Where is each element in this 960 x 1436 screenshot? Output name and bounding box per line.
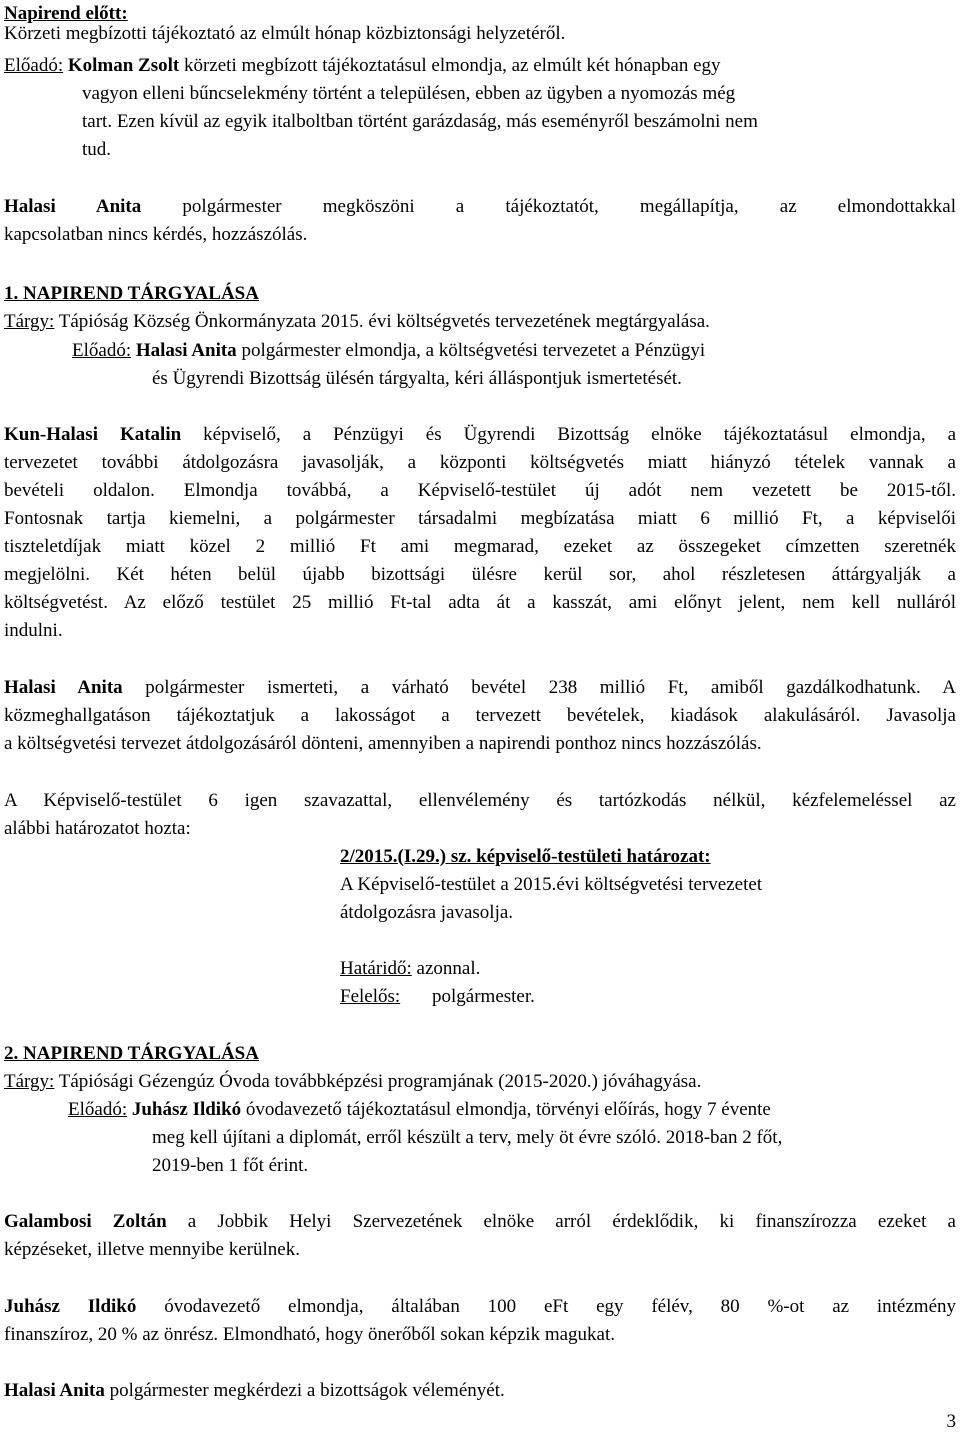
- agenda-1-heading: 1. NAPIREND TÁRGYALÁSA: [4, 283, 259, 304]
- paragraph-line: kapcsolatban nincs kérdés, hozzászólás.: [4, 224, 308, 245]
- vote-line: A Képviselő-testület 6 igen szavazattal, ellenvélemény és tartózkodás nélkül, kézfelemeléssel az: [4, 790, 956, 811]
- speaker-name: Halasi Anita: [4, 677, 123, 698]
- speaker-name: Kun-Halasi Katalin: [4, 424, 182, 445]
- paragraph-line: költségvetést. Az előző testület 25 millió Ft-tal adta át a kasszát, ami előnyt jelent, nem kell nulláról: [4, 592, 956, 613]
- responsible-value: polgármester.: [432, 986, 535, 1007]
- agenda-1-subject: [4, 308, 710, 336]
- subject-text: Tápiósági Gézengúz Óvoda továbbképzési programjának (2015-2020.) jóváhagyása.: [54, 1071, 702, 1092]
- paragraph-text: polgármester elmondja, a költségvetési tervezetet a Pénzügyi: [236, 340, 706, 361]
- presenter-label: Előadó:: [72, 340, 132, 361]
- page-number: 3: [946, 1411, 956, 1432]
- paragraph-line: [4, 674, 956, 702]
- paragraph-line: tiszteletdíjak miatt közel 2 millió Ft ami megmarad, ezeket az összegeket címzetten szeretnék: [4, 536, 956, 557]
- speaker-name: Galambosi Zoltán: [4, 1211, 167, 1232]
- subject-text: Tápióság Község Önkormányzata 2015. évi költségvetés tervezetének megtárgyalása.: [54, 311, 710, 332]
- subject-label: Tárgy:: [4, 1071, 55, 1092]
- speaker-name: Kolman Zsolt: [67, 55, 180, 76]
- pre-agenda-subject: Körzeti megbízotti tájékoztató az elmúlt hónap közbiztonsági helyzetéről.: [4, 23, 566, 44]
- responsible-line: [340, 983, 400, 1011]
- resolution-text: A Képviselő-testület a 2015.évi költségvetési tervezetet: [340, 874, 763, 895]
- agenda-2-presenter-line: [68, 1096, 771, 1124]
- deadline-line: [340, 955, 480, 983]
- paragraph-text: körzeti megbízott tájékoztatásul elmondja, az elmúlt két hónapban egy: [179, 55, 721, 76]
- speaker-name: Juhász Ildikó: [131, 1099, 242, 1120]
- presenter-label: Előadó:: [4, 55, 64, 76]
- paragraph-text: óvodavezető elmondja, általában 100 eFt egy félév, 80 %-ot az intézmény: [136, 1296, 957, 1317]
- paragraph-line: [4, 421, 956, 449]
- resolution-title: 2/2015.(I.29.) sz. képviselő-testületi határozat:: [340, 846, 711, 867]
- paragraph-line: [4, 1377, 505, 1405]
- speaker-name: Halasi Anita: [4, 1380, 105, 1401]
- responsible-label: Felelős:: [340, 986, 401, 1007]
- resolution-text: átdolgozásra javasolja.: [340, 902, 514, 923]
- paragraph-line: tart. Ezen kívül az egyik italboltban történt garázdaság, más eseményről beszámolni nem: [82, 111, 758, 132]
- paragraph-line: finanszíroz, 20 % az önrész. Elmondható, hogy önerőből sokan képzik magukat.: [4, 1324, 615, 1345]
- vote-line: alábbi határozatot hozta:: [4, 818, 191, 839]
- paragraph-line: [4, 1208, 956, 1236]
- paragraph-line: tervezetet további átdolgozásra javasolják, a központi költségvetés miatt hiányzó tételek vannak a: [4, 452, 956, 473]
- speaker-name: Juhász Ildikó: [4, 1296, 137, 1317]
- paragraph-line: [4, 193, 956, 221]
- paragraph-text: polgármester megköszöni a tájékoztatót, megállapítja, az elmondottakkal: [141, 196, 956, 217]
- subject-label: Tárgy:: [4, 311, 55, 332]
- presenter-label: Előadó:: [68, 1099, 128, 1120]
- deadline-value: azonnal.: [411, 958, 481, 979]
- paragraph-text: a Jobbik Helyi Szervezetének elnöke arról érdeklődik, ki finanszírozza ezeket a: [166, 1211, 956, 1232]
- paragraph-text: képviselő, a Pénzügyi és Ügyrendi Bizottság elnöke tájékoztatásul elmondja, a: [181, 424, 957, 445]
- paragraph-line: meg kell újítani a diplomát, erről készült a terv, mely öt évre szóló. 2018-ban 2 főt,: [152, 1127, 783, 1148]
- paragraph-line: 2019-ben 1 főt érint.: [152, 1155, 309, 1176]
- paragraph-line: megjelölni. Két héten belül újabb bizottsági ülésre kerül sor, ahol részletesen áttárgyalják a: [4, 564, 956, 585]
- section-heading-pre-agenda: Napirend előtt:: [4, 3, 128, 24]
- agenda-2-subject: [4, 1068, 701, 1096]
- agenda-1-presenter-line: [72, 337, 705, 365]
- speaker-name: Halasi Anita: [135, 340, 237, 361]
- speaker-name: Halasi Anita: [4, 196, 142, 217]
- paragraph-line: indulni.: [4, 620, 63, 641]
- paragraph-line: a költségvetési tervezet átdolgozásáról dönteni, amennyiben a napirendi ponthoz nincs hozzászólás.: [4, 733, 762, 754]
- paragraph-text: polgármester megkérdezi a bizottságok véleményét.: [104, 1380, 505, 1401]
- paragraph-line: közmeghallgatáson tájékoztatjuk a lakosságot a tervezett bevételek, kiadások alakulásáról. Javasolja: [4, 705, 956, 726]
- paragraph-line: vagyon elleni bűncselekmény történt a településen, ebben az ügyben a nyomozás még: [82, 83, 736, 104]
- paragraph-line: és Ügyrendi Bizottság ülésén tárgyalta, kéri álláspontjuk ismertetését.: [152, 368, 682, 389]
- deadline-label: Határidő:: [340, 958, 412, 979]
- paragraph-text: óvodavezető tájékoztatásul elmondja, törvényi előírás, hogy 7 évente: [241, 1099, 771, 1120]
- paragraph-line: bevételi oldalon. Elmondja továbbá, a Képviselő-testület új adót nem vezetett be 2015-től.: [4, 480, 956, 501]
- paragraph-line: [4, 1293, 956, 1321]
- paragraph-line: képzéseket, illetve mennyibe kerülnek.: [4, 1239, 300, 1260]
- paragraph-text: polgármester ismerteti, a várható bevétel 238 millió Ft, amiből gazdálkodhatunk. A: [122, 677, 956, 698]
- pre-agenda-presenter-line: [4, 52, 721, 80]
- agenda-2-heading: 2. NAPIREND TÁRGYALÁSA: [4, 1043, 259, 1064]
- paragraph-line: tud.: [82, 139, 112, 160]
- paragraph-line: Fontosnak tartja kiemelni, a polgármester társadalmi megbízatása miatt 6 millió Ft, a képviselői: [4, 508, 956, 529]
